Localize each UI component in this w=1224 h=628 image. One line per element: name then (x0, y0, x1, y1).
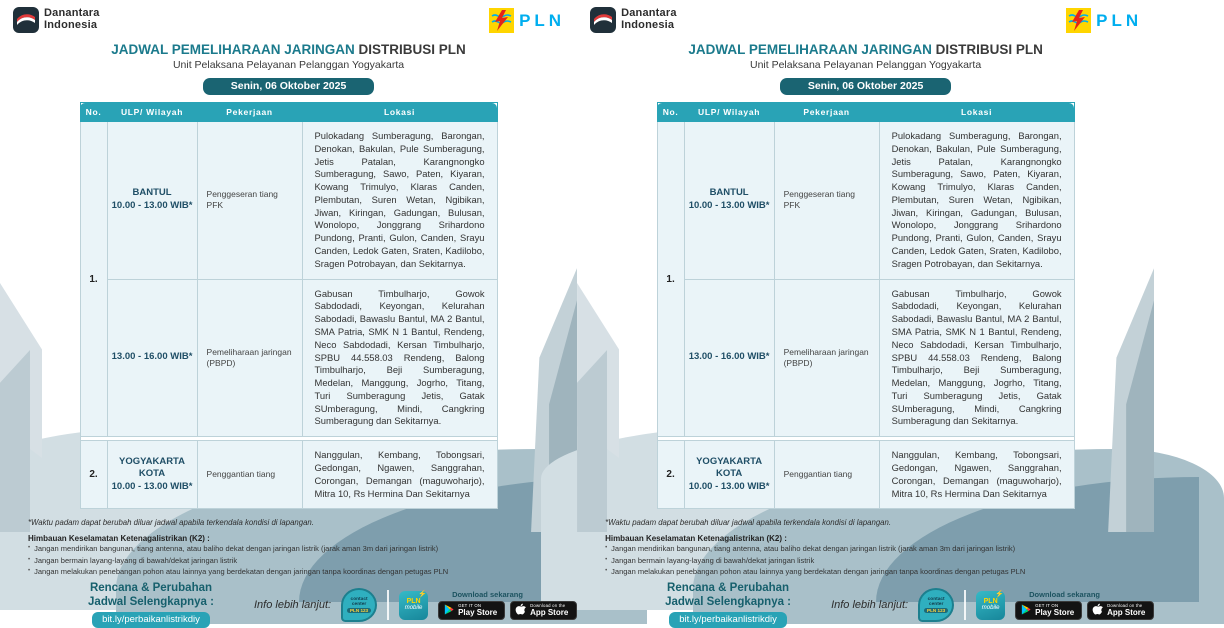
date-badge: Senin, 06 Oktober 2025 (780, 78, 952, 95)
pln-mobile-line1: PLN (983, 598, 998, 606)
title-highlight: JADWAL PEMELIHARAAN JARINGAN (688, 42, 932, 57)
schedule-link-label-line2: Jadwal Selengkapnya : (88, 595, 214, 608)
safety-item (28, 543, 549, 554)
danantara-flag-icon (590, 7, 616, 33)
safety-item (605, 555, 1126, 566)
col-header-lokasi: Lokasi (879, 103, 1074, 122)
table-row (80, 279, 497, 437)
bullet-icon: • (28, 568, 31, 575)
footer (577, 582, 1154, 627)
row1a-wilayah-cell (107, 122, 197, 280)
col-header-ulp-wilayah: ULP/ Wilayah (107, 103, 197, 122)
safety-item-text: Jangan mendirikan bangunan, tiang antenna, atau baliho dekat dengan jaringan listrik (jarak aman 3m dari jaringan listrik) (611, 544, 1016, 554)
footer-divider (964, 590, 966, 620)
download-block (1015, 590, 1154, 620)
table-row (657, 122, 1074, 280)
contact-badge-line1: contact (350, 596, 368, 602)
bullet-icon: • (605, 568, 608, 575)
row1b-lokasi: Gabusan Timbulharjo, Gowok Sabdodadi, Keyongan, Kelurahan Sabodadi, Bawaslu Bantul, MA 2 Bantul, SMA Patria, SMK N 1 Bantul, Rendeng, Neco Sabdodadi, Kersan Timbulharjo, SPBU 44.558.03 Rendeng, Balong Timbulharjo, Beji Sumberagung, Medelan, Manggung, Jogrho, Titang, Turi Sumberagung Jetis, Gatak SUmberagung, Mindi, Cangkring Sumberagung dan Sekitarnya. (879, 279, 1074, 437)
safety-advisory (605, 534, 1126, 577)
safety-item-text: Jangan bermain layang-layang di bawah/dekat jaringan listrik (611, 555, 815, 565)
play-store-icon (1021, 602, 1031, 620)
table-row (80, 122, 497, 280)
brand-row (577, 0, 1154, 36)
download-block (438, 590, 577, 620)
bitly-link-badge[interactable]: bit.ly/perbaikanlistrikdiy (92, 612, 210, 628)
maintenance-schedule-table (80, 102, 498, 509)
bullet-icon: • (605, 556, 608, 563)
contact-center-pln123-icon[interactable] (341, 588, 377, 622)
pln-lightning-icon (489, 8, 514, 33)
title-rest: DISTRIBUSI PLN (354, 42, 466, 57)
info-label: Info lebih lanjut: (831, 599, 909, 612)
pln-logo (489, 8, 565, 33)
safety-heading: Himbauan Keselamatan Ketenagalistrikan (K2) : (28, 534, 210, 544)
row2-time: 10.00 - 13.00 WIB* (111, 481, 193, 493)
play-store-top-text: GET IT ON (458, 603, 482, 609)
col-header-no: No. (657, 103, 684, 122)
row1a-pekerjaan: Penggeseran tiang PFK (197, 122, 302, 280)
col-header-lokasi: Lokasi (302, 103, 497, 122)
pln-lightning-icon (1066, 8, 1091, 33)
danantara-logo (590, 7, 677, 33)
row1a-pekerjaan: Penggeseran tiang PFK (774, 122, 879, 280)
schedule-link-label-line1: Rencana & Perubahan (89, 582, 213, 595)
row2-wilayah: YOGYAKARTA KOTA (696, 455, 763, 480)
schedule-link-block (62, 582, 240, 627)
safety-item (28, 555, 549, 566)
lightning-icon: ⚡ (418, 590, 428, 598)
page-subtitle: Unit Pelaksana Pelayanan Pelanggan Yogyakarta (750, 59, 982, 71)
app-store-badge[interactable] (510, 601, 577, 620)
row1a-lokasi: Pulokadang Sumberagung, Barongan, Denokan, Bakulan, Pule Sumberagung, Jetis Patalan, Karangnongko Sumberagung, Sawo, Paten, Kiyaran, Kowang Trimulyo, Klaras Canden, Plembutan, Suren Wetan, Ngibikan, Jiwan, Kiringan, Gadungan, Bulusan, Wonolopo, Jonggrang Srihardono Pundong, Pranti, Gulon, Canden, Srayu Canden, Ledok Gaten, Sraten, Kadilobo, Sragen Potrobayan, dan Sekitarnya. (302, 122, 497, 280)
date-badge: Senin, 06 Oktober 2025 (203, 78, 375, 95)
play-store-top-text: GET IT ON (1035, 603, 1059, 609)
play-store-badge[interactable] (438, 601, 505, 620)
apple-icon (1093, 602, 1103, 620)
row2-wilayah-cell (107, 441, 197, 509)
row1b-pekerjaan: Pemeliharaan jaringan (PBPD) (197, 279, 302, 437)
apple-icon (516, 602, 526, 620)
safety-item-text: Jangan melakukan penebangan pohon atau lainnya yang berdekatan dengan jaringan tanpa koordinas dengan petugas PLN (611, 567, 1026, 577)
table-header-row (80, 103, 497, 122)
row1a-wilayah-cell (684, 122, 774, 280)
contact-badge-pln123: PLN 123 (924, 608, 948, 613)
play-store-icon (444, 602, 454, 620)
page-subtitle: Unit Pelaksana Pelayanan Pelanggan Yogyakarta (172, 59, 405, 71)
app-store-badge[interactable] (1087, 601, 1154, 620)
pln-mobile-line2: mobile (981, 605, 1000, 612)
row2-lokasi: Nanggulan, Kembang, Tobongsari, Gedongan, Ngawen, Sanggrahan, Corongan, Demangan (maguwoharjo), Mitra 10, Rs Hermina Dan Sekitarnya (879, 441, 1074, 509)
row2-wilayah-cell (684, 441, 774, 509)
row2-pekerjaan: Penggantian tiang (774, 441, 879, 509)
col-header-ulp-wilayah: ULP/ Wilayah (684, 103, 774, 122)
maintenance-schedule-table (657, 102, 1075, 509)
app-store-bottom-text: App Store (530, 607, 569, 617)
title-rest: DISTRIBUSI PLN (931, 42, 1043, 57)
play-store-bottom-text: Play Store (1035, 607, 1075, 617)
safety-item (605, 566, 1126, 577)
row1a-lokasi: Pulokadang Sumberagung, Barongan, Denokan, Bakulan, Pule Sumberagung, Jetis Patalan, Karangnongko Sumberagung, Sawo, Paten, Kiyaran, Kowang Trimulyo, Klaras Canden, Plembutan, Suren Wetan, Ngibikan, Jiwan, Kiringan, Gadungan, Bulusan, Wonolopo, Jonggrang Srihardono Pundong, Pranti, Gulon, Canden, Srayu Canden, Ledok Gaten, Sraten, Kadilobo, Sragen Potrobayan, dan Sekitarnya. (879, 122, 1074, 280)
announcement-panel (577, 0, 1154, 625)
row1b-lokasi: Gabusan Timbulharjo, Gowok Sabdodadi, Keyongan, Kelurahan Sabodadi, Bawaslu Bantul, MA 2 Bantul, SMA Patria, SMK N 1 Bantul, Rendeng, Neco Sabdodadi, Kersan Timbulharjo, SPBU 44.558.03 Rendeng, Balong Timbulharjo, Beji Sumberagung, Medelan, Manggung, Jogrho, Titang, Turi Sumberagung Jetis, Gatak SUmberagung, Mindi, Cangkring Sumberagung dan Sekitarnya. (302, 279, 497, 437)
table-header-row (657, 103, 1074, 122)
contact-badge-line2: center (351, 602, 367, 608)
download-label: Download sekarang (452, 590, 523, 600)
danantara-name-line1: Danantara (621, 7, 677, 20)
danantara-name-line2: Indonesia (621, 19, 675, 31)
row2-pekerjaan: Penggantian tiang (197, 441, 302, 509)
row1a-time: 10.00 - 13.00 WIB* (111, 200, 193, 212)
table-row (80, 441, 497, 509)
announcement-panel (0, 0, 577, 625)
bitly-link-badge[interactable]: bit.ly/perbaikanlistrikdiy (669, 612, 787, 628)
schedule-link-label-line1: Rencana & Perubahan (667, 582, 790, 595)
safety-item (28, 566, 549, 577)
danantara-logo (13, 7, 100, 33)
row1b-time: 13.00 - 16.00 WIB* (107, 279, 197, 437)
pln-logo (1066, 8, 1142, 33)
pln-wordmark: PLN (519, 10, 566, 30)
page-title (0, 42, 577, 57)
bullet-icon: • (605, 545, 608, 552)
play-store-bottom-text: Play Store (458, 607, 498, 617)
row1-number: 1. (80, 122, 107, 437)
title-highlight: JADWAL PEMELIHARAAN JARINGAN (111, 42, 355, 57)
row2-time: 10.00 - 13.00 WIB* (688, 481, 770, 493)
col-header-no: No. (80, 103, 107, 122)
safety-item-text: Jangan melakukan penebangan pohon atau lainnya yang berdekatan dengan jaringan tanpa koordinas dengan petugas PLN (34, 567, 449, 577)
row1b-time: 13.00 - 16.00 WIB* (684, 279, 774, 437)
schedule-link-label-line2: Jadwal Selengkapnya : (665, 595, 792, 608)
danantara-name-line1: Danantara (44, 7, 100, 20)
safety-item (605, 543, 1126, 554)
contact-badge-pln123: PLN 123 (347, 608, 371, 613)
table-row (657, 279, 1074, 437)
play-store-badge[interactable] (1015, 601, 1082, 620)
schedule-footnote: *Waktu padam dapat berubah diluar jadwal apabila terkendala kondisi di lapangan. (28, 518, 314, 528)
pln-wordmark: PLN (1096, 10, 1143, 30)
row2-lokasi: Nanggulan, Kembang, Tobongsari, Gedongan, Ngawen, Sanggrahan, Corongan, Demangan (maguwoharjo), Mitra 10, Rs Hermina Dan Sekitarnya (302, 441, 497, 509)
col-header-pekerjaan: Pekerjaan (774, 103, 879, 122)
bullet-icon: • (28, 556, 31, 563)
col-header-pekerjaan: Pekerjaan (197, 103, 302, 122)
schedule-link-block (639, 582, 817, 627)
row1a-wilayah: BANTUL (709, 187, 749, 199)
row1a-wilayah: BANTUL (132, 187, 172, 199)
safety-heading: Himbauan Keselamatan Ketenagalistrikan (K2) : (605, 534, 787, 544)
row1b-pekerjaan: Pemeliharaan jaringan (PBPD) (774, 279, 879, 437)
app-store-top-text: Download on the (530, 603, 566, 609)
footer (0, 582, 577, 627)
pln-mobile-line2: mobile (404, 605, 423, 612)
download-label: Download sekarang (1029, 590, 1100, 600)
contact-badge-line1: contact (927, 596, 945, 602)
danantara-flag-icon (13, 7, 39, 33)
pln-mobile-app-icon[interactable] (976, 591, 1005, 620)
safety-item-text: Jangan mendirikan bangunan, tiang antenna, atau baliho dekat dengan jaringan listrik (jarak aman 3m dari jaringan listrik) (34, 544, 439, 554)
row1a-time: 10.00 - 13.00 WIB* (688, 200, 770, 212)
row2-number: 2. (80, 441, 107, 509)
contact-center-pln123-icon[interactable] (918, 588, 954, 622)
row2-wilayah: YOGYAKARTA KOTA (119, 455, 186, 480)
table-row (657, 441, 1074, 509)
safety-advisory (28, 534, 549, 577)
info-label: Info lebih lanjut: (254, 599, 332, 612)
danantara-name-line2: Indonesia (44, 19, 98, 31)
bullet-icon: • (28, 545, 31, 552)
pln-mobile-line1: PLN (406, 598, 421, 606)
schedule-footnote: *Waktu padam dapat berubah diluar jadwal apabila terkendala kondisi di lapangan. (605, 518, 892, 528)
app-store-top-text: Download on the (1107, 603, 1143, 609)
pln-mobile-app-icon[interactable] (399, 591, 428, 620)
contact-badge-line2: center (928, 602, 944, 608)
lightning-icon: ⚡ (995, 590, 1005, 598)
safety-item-text: Jangan bermain layang-layang di bawah/dekat jaringan listrik (34, 555, 238, 565)
app-store-bottom-text: App Store (1107, 607, 1146, 617)
footer-divider (387, 590, 389, 620)
row2-number: 2. (657, 441, 684, 509)
page-title (577, 42, 1154, 57)
row1-number: 1. (657, 122, 684, 437)
brand-row (0, 0, 577, 36)
